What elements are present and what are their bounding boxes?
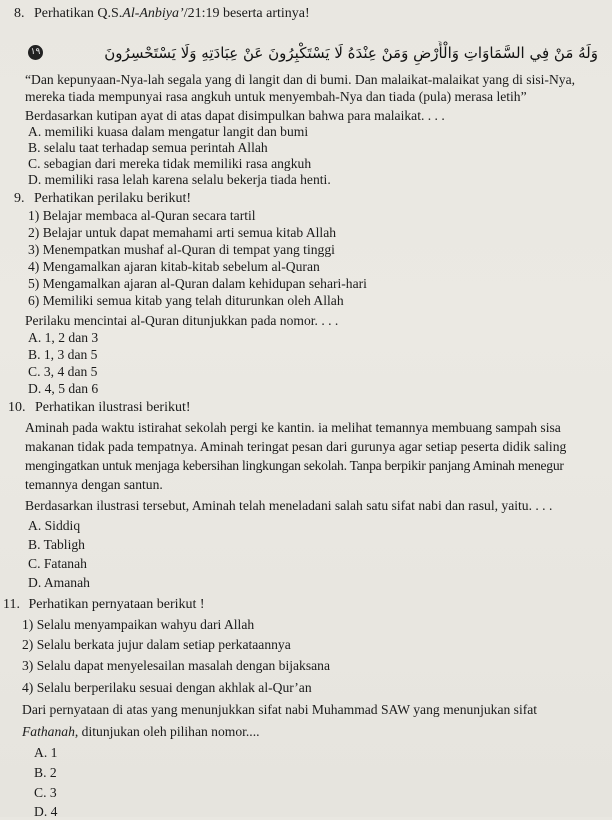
q9-option-d[interactable]: D. 4, 5 dan 6 (28, 381, 99, 396)
q11-item-3: 3) Selalu dapat menyelesailan masalah dengan bijaksana (22, 658, 331, 673)
q10-header (8, 400, 191, 416)
q9-item-1: 1) Belajar membaca al-Quran secara tartil (28, 208, 256, 223)
q10-paragraph-line-4: temannya dengan santun. (25, 477, 163, 492)
q9-item-4: 4) Mengamalkan ajaran kitab-kitab sebelum al-Quran (28, 259, 320, 274)
q10-option-c[interactable]: C. Fatanah (28, 556, 87, 571)
q8-option-a[interactable]: A. memiliki kuasa dalam mengatur langit dan bumi (28, 124, 309, 139)
q10-stem: Berdasarkan ilustrasi tersebut, Aminah telah meneladani salah satu sifat nabi dan rasul, yaitu. . . . (25, 498, 553, 513)
q11-option-d[interactable]: D. 4 (34, 804, 58, 819)
q11-item-2: 2) Selalu berkata jujur dalam setiap perkataannya (22, 637, 291, 652)
q10-option-d[interactable]: D. Amanah (28, 575, 90, 590)
q11-stem-fathanah: Fathanah (22, 724, 75, 739)
q9-item-5: 5) Mengamalkan ajaran al-Quran dalam kehidupan sehari-hari (28, 276, 367, 291)
q9-item-2: 2) Belajar untuk dapat memahami arti semua kitab Allah (28, 225, 337, 240)
q11-item-1: 1) Selalu menyampaikan wahyu dari Allah (22, 617, 255, 632)
q11-stem-line-1: Dari pernyataan di atas yang menunjukkan sifat nabi Muhammad SAW yang menunjukan sifat (22, 702, 538, 717)
q10-paragraph-line-1: Aminah pada waktu istirahat sekolah pergi ke kantin. ia melihat temannya membuang sampah sisa (25, 420, 561, 435)
q11-number: 11. (3, 597, 20, 612)
q10-paragraph-line-3: mengingatkan untuk menjaga kebersihan lingkungan sekolah. Tanpa berpikir panjang Aminah menegur (25, 458, 564, 473)
q9-item-3: 3) Menempatkan mushaf al-Quran di tempat yang tinggi (28, 242, 335, 257)
q10-option-b[interactable]: B. Tabligh (28, 537, 85, 552)
q11-option-b[interactable]: B. 2 (34, 765, 57, 780)
q8-option-b[interactable]: B. selalu taat terhadap semua perintah Allah (28, 140, 268, 155)
q10-number: 10. (8, 400, 26, 415)
q8-surah: Al-Anbiya’ (122, 6, 184, 21)
q11-option-c[interactable]: C. 3 (34, 785, 57, 800)
q8-intro-prefix: Perhatikan Q.S. (34, 6, 123, 21)
q9-intro: Perhatikan perilaku berikut! (34, 191, 192, 206)
q10-intro: Perhatikan ilustrasi berikut! (35, 400, 191, 415)
q9-item-6: 6) Memiliki semua kitab yang telah diturunkan oleh Allah (28, 293, 344, 308)
q8-stem: Berdasarkan kutipan ayat di atas dapat disimpulkan bahwa para malaikat. . . . (25, 108, 445, 123)
q11-item-4: 4) Selalu berperilaku sesuai dengan akhlak al-Qur’an (22, 680, 312, 695)
q8-header (14, 6, 310, 22)
q11-option-a[interactable]: A. 1 (34, 745, 58, 760)
q9-number: 9. (14, 191, 25, 206)
q10-option-a[interactable]: A. Siddiq (28, 518, 81, 533)
q8-ayah-ref: /21:19 beserta artinya! (183, 6, 310, 21)
q10-paragraph-line-2: makanan tidak pada tempatnya. Aminah teringat pesan dari gurunya agar setiap peserta didik saling (25, 439, 567, 454)
q8-arabic-verse: وَلَهُ مَنْ فِي السَّمَاوَاتِ وَالْأَرْضِ وَمَنْ عِنْدَهُ لَا يَسْتَكْبِرُونَ عَنْ عِبَادَتِهِ وَلَا يَسْتَحْسِرُونَ (104, 44, 598, 62)
q8-ayah-number-badge: ١٩ (28, 45, 43, 60)
q8-option-d[interactable]: D. memiliki rasa lelah karena selalu bekerja tiada henti. (28, 172, 331, 187)
q11-stem-line-2 (22, 724, 260, 740)
q8-translation-line-2: mereka tiada mempunyai rasa angkuh untuk menyembah-Nya dan tiada (pula) merasa letih” (25, 89, 527, 104)
q9-header (14, 191, 191, 207)
q8-option-c[interactable]: C. sebagian dari mereka tidak memiliki rasa angkuh (28, 156, 312, 171)
q8-number: 8. (14, 6, 25, 21)
q11-stem-rest: , ditunjukan oleh pilihan nomor.... (74, 724, 260, 739)
q11-intro: Perhatikan pernyataan berikut ! (28, 597, 205, 612)
q9-option-a[interactable]: A. 1, 2 dan 3 (28, 330, 99, 345)
q9-option-c[interactable]: C. 3, 4 dan 5 (28, 364, 98, 379)
q8-translation-line-1: “Dan kepunyaan-Nya-lah segala yang di langit dan di bumi. Dan malaikat-malaikat yang di sisi-Nya, (25, 72, 575, 87)
q11-header (3, 597, 205, 613)
q9-stem: Perilaku mencintai al-Quran ditunjukkan pada nomor. . . . (25, 313, 339, 328)
q9-option-b[interactable]: B. 1, 3 dan 5 (28, 347, 98, 362)
